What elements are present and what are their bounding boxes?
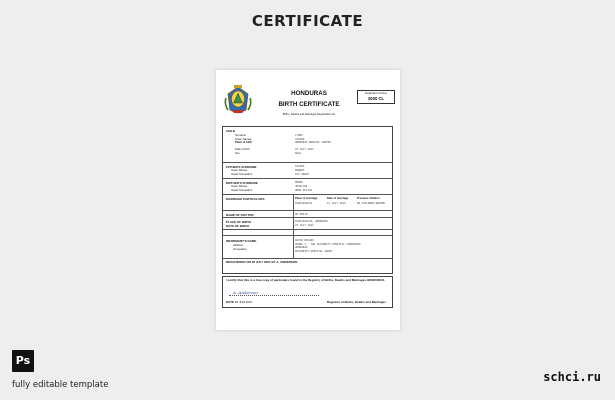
marriage-place-label: Place of marriage	[295, 197, 318, 200]
informant-heading: INFORMANT'S NAME	[226, 239, 257, 243]
marriage-date-value: 11 JULY 2015	[327, 202, 346, 205]
mother-occupation-label: Usual Occupation	[231, 188, 253, 192]
child-given-names-value: CAYDEN	[295, 137, 305, 141]
father-given-names-label: Given Names	[231, 169, 248, 172]
certify-text: I certify that this is a true copy of particulars found in the Registry of Births, Deaths and Marriages HONDURAS.	[226, 278, 386, 282]
registrar-label: Registrar of Births, Deaths and Marriages	[326, 300, 386, 304]
father-occupation-label: Usual Occupation	[231, 172, 253, 176]
marriage-children-label: Previous children	[357, 197, 380, 200]
informant-address-line2: HONDURAS	[295, 246, 308, 249]
child-surname-value: LYONS	[295, 134, 303, 137]
informant-occupation-label: Occupation	[233, 248, 247, 251]
page-title: CERTIFICATE	[251, 12, 364, 30]
child-sex-value: MALE	[295, 151, 302, 155]
mother-given-names-value: JOCELYNE	[295, 185, 308, 188]
informant-name-value: DAVID ROLAND	[295, 239, 314, 242]
doctor-section	[223, 211, 392, 218]
certificate-document	[216, 70, 400, 330]
marriage-place-value: TEGUCIGALPA	[295, 202, 313, 205]
informant-address-label: Address	[233, 244, 243, 247]
father-heading: FATHER'S SURNAME	[226, 165, 257, 169]
certificate-title: BIRTH CERTIFICATE	[278, 101, 340, 108]
father-occupation-value: TAX AGENT	[295, 172, 310, 176]
child-date-of-birth-label: Date of birth	[235, 148, 250, 151]
certification-box	[222, 276, 393, 308]
doctor-value: DR SMITH	[295, 212, 308, 216]
child-sex-label: Sex	[235, 151, 240, 155]
child-given-names-label: Given Names	[235, 137, 252, 141]
template-caption: fully editable template	[12, 380, 109, 390]
place-of-birth-value: TEGUCIGALPA, HONDURAS	[295, 220, 328, 223]
mother-occupation-value: HOME OFFICE	[295, 188, 313, 192]
signature-line	[229, 295, 319, 296]
mother-section	[223, 179, 392, 195]
date-value: 28 JUN 2021	[234, 300, 253, 304]
registration-number-label: Registration Number	[365, 92, 387, 95]
photoshop-icon: Ps	[12, 350, 34, 372]
registered-line: REGISTERED ON 28 JULY 2021 BY A. ANDERSON	[226, 260, 298, 264]
informant-section	[223, 236, 392, 259]
date-label: DATE	[226, 300, 234, 304]
site-watermark: schci.ru	[543, 370, 601, 384]
marriage-children-value: NO CHILDREN BEFORE	[357, 202, 386, 205]
certificate-country: HONDURAS	[291, 90, 327, 97]
date-of-birth-value: 23 JULY 2021	[295, 223, 314, 227]
registration-number-box	[357, 90, 395, 104]
date-of-birth-heading: DATE OF BIRTH	[226, 223, 249, 228]
marriage-section	[223, 195, 392, 211]
marriage-heading: MARRIAGE PARTICULARS	[226, 197, 265, 201]
informant-occupation-value: AUTHORITY HOSPITAL AGENT	[295, 249, 333, 253]
child-section	[223, 127, 392, 163]
doctor-heading: NAME OF DOCTOR	[226, 212, 254, 217]
father-surname-value: CAYDEN	[295, 165, 305, 168]
child-heading: CHILD	[226, 129, 236, 133]
mother-given-names-label: Given Names	[231, 185, 248, 188]
child-place-of-birth-value: HONDURAS MEDICAL CENTER	[295, 141, 331, 144]
mother-surname-value: MOODE	[295, 181, 303, 184]
registration-number-value: 2000 CL	[367, 96, 385, 101]
registrar-signature: A. Anderson	[233, 290, 258, 295]
informant-address-line1: VENDA 1 - THE AUTHORITY HOSPITAL CONDOMINO	[295, 242, 361, 246]
child-date-of-birth-value: 23 JULY 2021	[295, 148, 314, 151]
child-place-of-birth-label: Place of birth	[235, 141, 253, 144]
particulars-table	[222, 126, 393, 274]
place-of-birth-heading: PLACE OF BIRTH	[226, 220, 252, 224]
father-given-names-value: ROBERT	[295, 169, 305, 172]
place-date-section	[223, 218, 392, 230]
mother-heading: MOTHER'S SURNAME	[226, 181, 258, 185]
marriage-date-label: Date of marriage	[327, 197, 349, 200]
father-section	[223, 163, 392, 179]
certificate-subtitle: Births, Deaths and Marriages Registration Act	[282, 113, 336, 116]
child-surname-label: Surname	[235, 134, 246, 137]
certification-date	[226, 300, 252, 304]
coat-of-arms-icon	[224, 84, 252, 114]
